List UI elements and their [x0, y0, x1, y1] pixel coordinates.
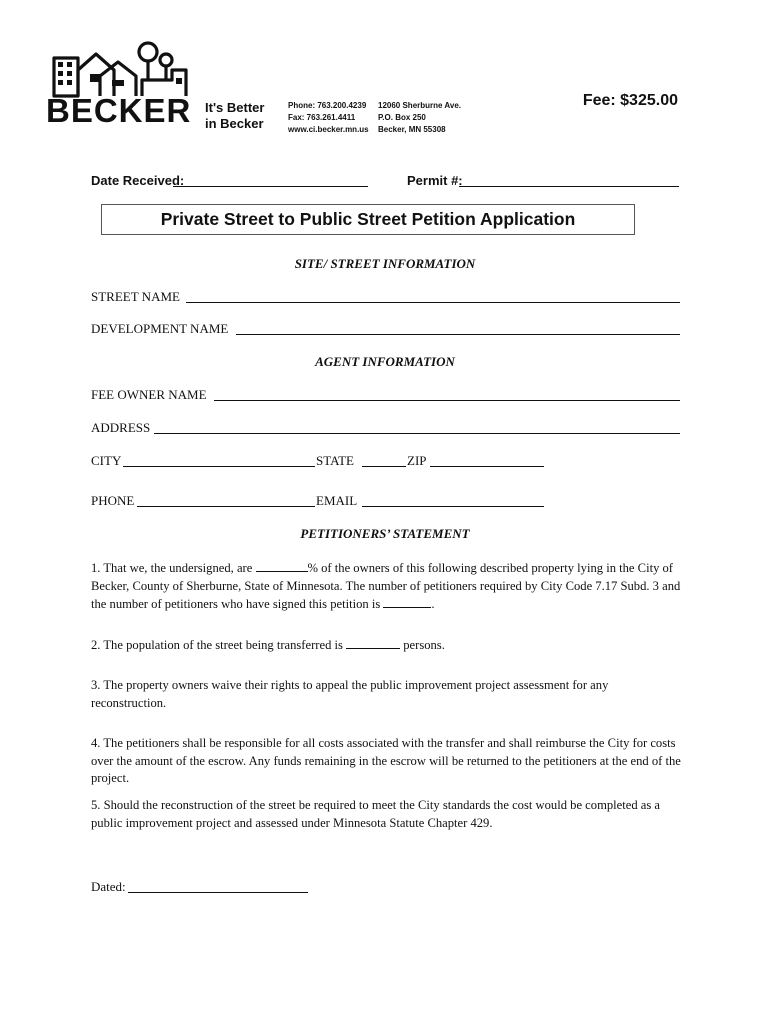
state-field[interactable] [362, 466, 406, 467]
zip-label: ZIP [407, 453, 427, 468]
site-street-heading: SITE/ STREET INFORMATION [294, 256, 476, 271]
petitioner-count-field[interactable] [383, 595, 431, 608]
owner-percentage-field[interactable] [256, 559, 308, 572]
form-title: Private Street to Public Street Petition Application [101, 204, 635, 235]
phone-label: PHONE [91, 493, 135, 508]
agent-info-heading: AGENT INFORMATION [315, 354, 455, 369]
development-name-label: DEVELOPMENT NAME [91, 321, 229, 336]
tagline-line-2: in Becker [205, 116, 264, 131]
email-label: EMAIL [316, 493, 358, 508]
statement-1-end: . [431, 597, 435, 611]
development-name-field[interactable] [236, 334, 680, 335]
fee-owner-name-field[interactable] [214, 400, 680, 401]
date-received-label: Date Received: [91, 173, 185, 188]
contact-website[interactable]: www.ci.becker.mn.us [288, 125, 369, 134]
statement-paragraph-2 [91, 636, 681, 655]
state-label: STATE [316, 453, 354, 468]
fee-owner-name-label: FEE OWNER NAME [91, 387, 207, 402]
city-field[interactable] [123, 466, 315, 467]
fee-amount: Fee: $325.00 [582, 92, 678, 109]
statement-paragraph-5: 5. Should the reconstruction of the street be required to meet the City standards the cost would be completed as a public improvement project and assessed under Minnesota Statute Chapter 429. [91, 798, 661, 830]
statement-paragraph-3: 3. The property owners waive their rights to appeal the public improvement project assessment for any reconstruction. [91, 678, 609, 710]
phone-field[interactable] [137, 506, 315, 507]
statement-paragraph-1 [91, 559, 681, 614]
permit-number-field[interactable] [459, 186, 679, 187]
statement-paragraph-4: 4. The petitioners shall be responsible for all costs associated with the transfer and shall reimburse the City for costs over the amount of the escrow. Any funds remaining in the escrow will be returned to the petitioners at the end of the project. [91, 736, 681, 785]
dated-label: Dated: [91, 879, 126, 894]
statement-1-body: % of the owners of this following described property lying in the City of Becker, County of Sherburne, State of Minnesota. The number of petitioners required by City Code 7.17 Subd. 3 and the number of petitioners who have signed this petition is [91, 561, 681, 611]
statement-1-lead: 1. That we, the undersigned, are [91, 561, 253, 575]
city-label: CITY [91, 453, 122, 468]
contact-po-box: P.O. Box 250 [378, 113, 426, 122]
dated-field[interactable] [128, 892, 308, 893]
contact-fax: Fax: 763.261.4411 [288, 113, 356, 122]
city-skyline-icon [46, 40, 196, 100]
permit-number-label: Permit #: [407, 173, 463, 188]
logo-wordmark: BECKER [46, 92, 192, 129]
street-name-label: STREET NAME [91, 289, 180, 304]
date-received-field[interactable] [173, 186, 368, 187]
address-field[interactable] [154, 433, 680, 434]
contact-city-state-zip: Becker, MN 55308 [378, 125, 446, 134]
street-name-field[interactable] [186, 302, 680, 303]
zip-field[interactable] [430, 466, 544, 467]
statement-2-end: persons. [403, 638, 445, 652]
tagline-line-1: It's Better [205, 100, 265, 115]
contact-street-address: 12060 Sherburne Ave. [378, 101, 462, 110]
email-field[interactable] [362, 506, 544, 507]
population-field[interactable] [346, 636, 400, 649]
petitioners-statement-heading: PETITIONERS’ STATEMENT [300, 526, 470, 541]
contact-phone: Phone: 763.200.4239 [288, 101, 367, 110]
statement-2-lead: 2. The population of the street being transferred is [91, 638, 343, 652]
address-label: ADDRESS [91, 420, 151, 435]
